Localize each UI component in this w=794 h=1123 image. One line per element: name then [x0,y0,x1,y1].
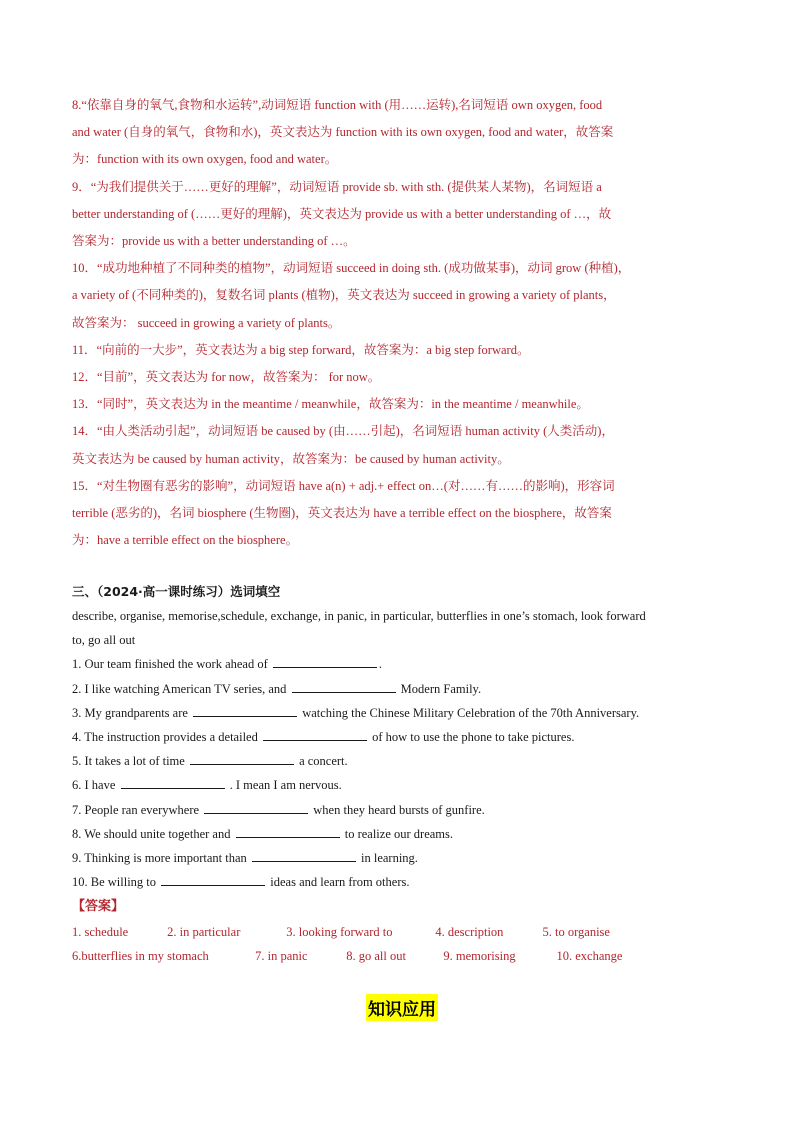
explanation-11 [72,337,732,364]
answer-item: 5. to organise [542,925,610,940]
text-line: 13．“同时”，英文表达为 in the meantime / meanwhile，故答案为：in the meantime / meanwhile。 [72,397,589,412]
explanation-9 [72,174,732,256]
explanation-10 [72,255,732,337]
answer-blank[interactable] [121,777,225,789]
answer-item: 10. exchange [556,949,623,964]
text-line: 12．“目前”，英文表达为 for now，故答案为： for now。 [72,370,381,385]
answer-item: 3. looking forward to [286,925,393,940]
answer-item: 2. in particular [167,925,241,940]
answer-blank[interactable] [193,705,297,717]
question-2: 2. I like watching American TV series, and Modern Family. [72,681,482,696]
question-8: 8. We should unite together and to realize our dreams. [72,826,454,841]
text-line: 为：have a terrible effect on the biosphere。 [72,533,299,548]
question-6: 6. I have . I mean I am nervous. [72,778,342,793]
text-line: and water (自身的氧气，食物和水)，英文表达为 function with its own oxygen, food and water，故答案 [72,125,614,140]
answer-blank[interactable] [161,874,265,886]
answer-item: 9. memorising [443,949,516,964]
text-line: 11．“向前的一大步”，英文表达为 a big step forward，故答案为：a big step forward。 [72,342,530,357]
explanation-12 [72,364,732,391]
text-line: terrible (恶劣的)，名词 biosphere (生物圈)，英文表达为 have a terrible effect on the biosphere，故答案 [72,506,612,521]
text-line: 9．“为我们提供关于……更好的理解”，动词短语 provide sb. with sth. (提供某人某物)，名词短语 a [72,179,602,194]
answer-item: 6.butterflies in my stomach [72,949,209,964]
text-line: 答案为：provide us with a better understanding of …。 [72,234,356,249]
answer-label: 【答案】 [72,899,125,915]
question-7: 7. People ran everywhere when they heard bursts of gunfire. [72,802,485,817]
answer-blank[interactable] [252,850,356,862]
question-5: 5. It takes a lot of time a concert. [72,754,348,769]
document-page [72,92,732,1021]
text-line: 为：function with its own oxygen, food and water。 [72,152,338,167]
explanation-13 [72,391,732,418]
question-1: 1. Our team finished the work ahead of . [72,657,383,672]
answer-row [72,944,732,968]
answer-item: 8. go all out [346,949,406,964]
answer-blank[interactable] [236,826,340,838]
question-9: 9. Thinking is more important than in learning. [72,851,418,866]
answer-item: 1. schedule [72,925,129,940]
answer-blank[interactable] [273,656,377,668]
question-4: 4. The instruction provides a detailed of how to use the phone to take pictures. [72,730,575,745]
question-list [72,652,732,894]
text-line: a variety of (不同种类的)，复数名词 plants (植物)，英文表达为 succeed in growing a variety of plants， [72,288,616,303]
heading-container [72,994,732,1021]
text-line: 英文表达为 be caused by human activity，故答案为：be caused by human activity。 [72,451,510,466]
answer-row [72,920,732,944]
word-bank-line: to, go all out [72,633,136,648]
text-line: 14．“由人类活动引起”，动词短语 be caused by (由……引起)，名词短语 human activity (人类活动)， [72,424,614,439]
text-line: 8.“依靠自身的氧气,食物和水运转”,动词短语 function with (用……运转),名词短语 own oxygen, food [72,98,603,112]
answer-blank[interactable] [292,681,396,693]
text-line: 故答案为： succeed in growing a variety of plants。 [72,315,341,330]
explanation-14 [72,418,732,472]
answer-blank[interactable] [263,729,367,741]
answer-item: 7. in panic [255,949,308,964]
explanation-15 [72,473,732,555]
answer-blank[interactable] [190,753,294,765]
word-bank [72,604,732,652]
word-bank-line: describe, organise, memorise,schedule, exchange, in panic, in particular, butterflies in one’s stomach, look forward [72,609,646,624]
answer-blank[interactable] [204,802,308,814]
section-heading: 知识应用 [366,994,438,1021]
section-title: 三、（2024·高一课时练习）选词填空 [72,584,281,600]
question-10: 10. Be willing to ideas and learn from others. [72,875,410,890]
text-line: 15．“对生物圈有恶劣的影响”，动词短语 have a(n) + adj.+ effect on…(对……有……的影响)，形容词 [72,478,615,493]
text-line: better understanding of (……更好的理解)，英文表达为 provide us with a better understanding of …，故 [72,206,612,221]
text-line: 10．“成功地种植了不同种类的植物”，动词短语 succeed in doing sth. (成功做某事)，动词 grow (种植)， [72,261,631,276]
question-3: 3. My grandparents are watching the Chinese Military Celebration of the 70th Anniversary. [72,705,640,720]
explanations [72,92,732,554]
answer-item: 4. description [435,925,504,940]
explanation-8 [72,92,732,174]
